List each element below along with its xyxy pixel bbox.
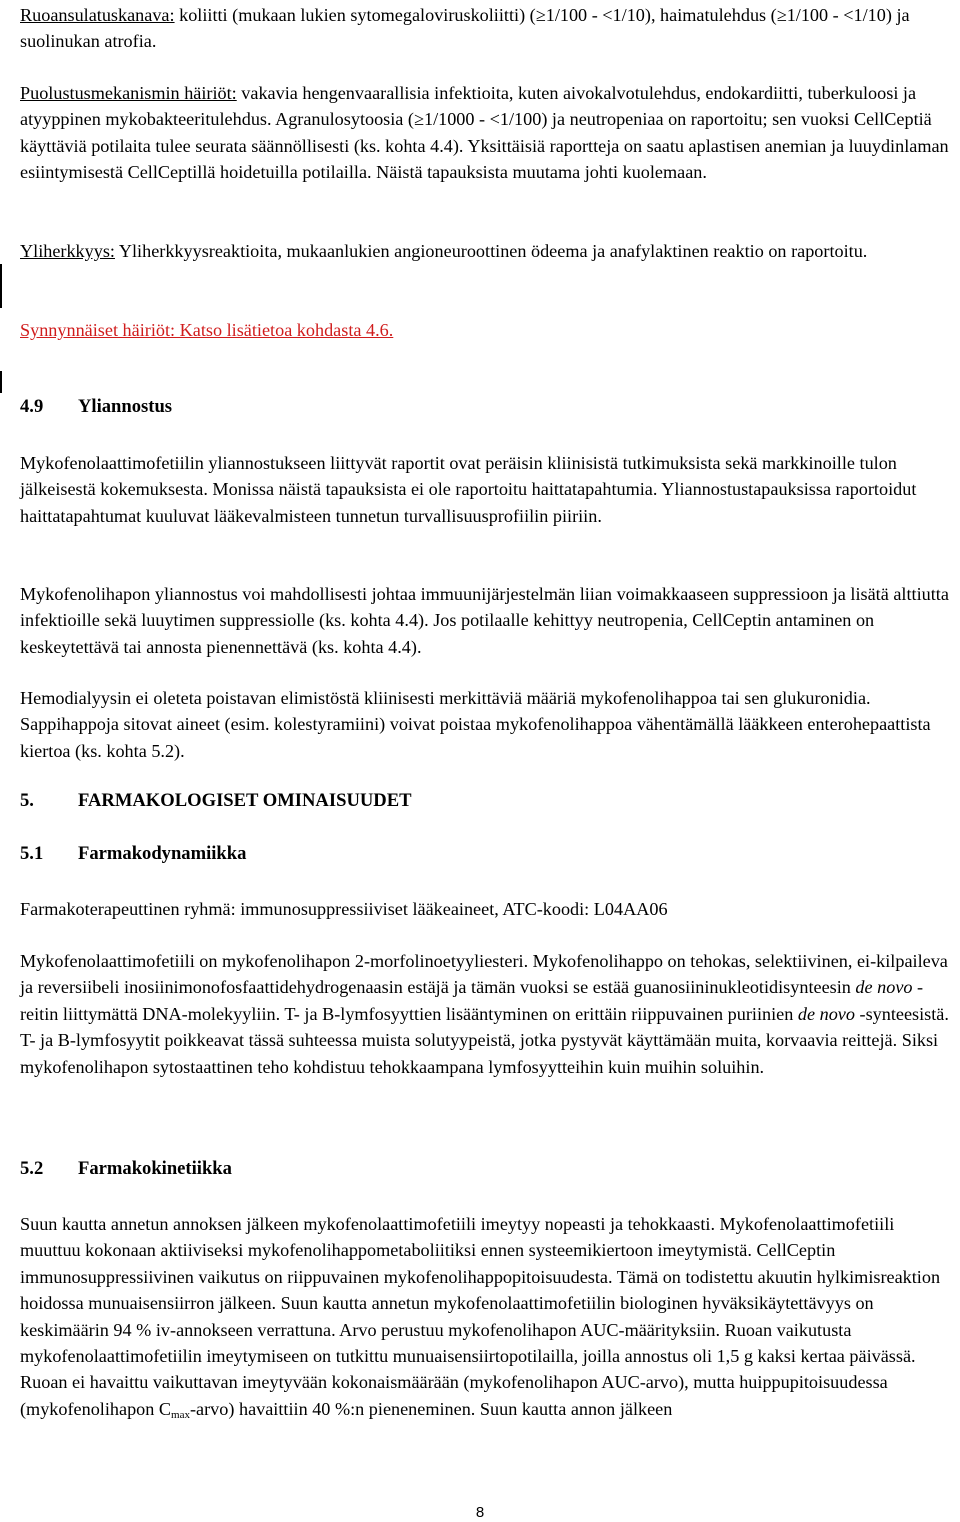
italic-term: de novo xyxy=(855,977,913,998)
section-heading-5-1 xyxy=(20,843,246,865)
section-title: Farmakokinetiikka xyxy=(78,1158,232,1179)
section-title: FARMAKOLOGISET OMINAISUUDET xyxy=(78,790,412,811)
change-bar xyxy=(0,264,2,308)
section-title: Yliannostus xyxy=(78,396,173,417)
section-heading-5-2 xyxy=(20,1158,232,1180)
section-heading-5 xyxy=(20,790,412,812)
paragraph-text: -reitin liittymättä DNA-molekyyliin. T- ja B-lymfosyyttien lisääntyminen on erittäin riippuvainen puriinien xyxy=(20,977,924,1024)
section-number: 5.1 xyxy=(20,843,44,864)
paragraph-atc-code: Farmakoterapeuttinen ryhmä: immunosuppressiiviset lääkeaineet, ATC-koodi: L04AA06 xyxy=(20,899,668,919)
italic-term: de novo xyxy=(797,1003,855,1024)
paragraph-pharmacodynamics xyxy=(20,948,958,1080)
section-title: Farmakodynamiikka xyxy=(78,843,247,864)
term-label: Ruoansulatuskanava: xyxy=(20,5,175,25)
paragraph-overdose-reports: Mykofenolaattimofetiilin yliannostukseen liittyvät raportit ovat peräisin kliinisistä tutkimuksista sekä markkinoille tulon jälkeisestä kokemuksesta. Monissa näistä tapauksista ei ole raportoitu haittatapahtumia. Yliannostustapauksissa raportoidut haittatapahtumat kuuluvat lääkevalmisteen tunnetun turvallisuusprofiilin piiriin. xyxy=(20,453,917,526)
paragraph-infections xyxy=(20,80,958,186)
paragraph-text: Suun kautta annetun annoksen jälkeen mykofenolaattimofetiili imeytyy nopeasti ja tehokkaasti. Mykofenolaattimofetiili muuttuu kokonaan aktiiviseksi mykofenolihappometaboliitiksi ennen systeemikiertoon imeytymistä. CellCeptin immunosuppressiivinen vaikutus on riippuvainen mykofenolihappopitoisuudesta. Tämä on todistettu akuutin hylkimisreaktion hoidossa munuaisensiirron jälkeen. Suun kautta annetun mykofenolaattimofetiilin biologinen hyväksikäytettävyys on keskimäärin 94 % iv-annokseen verrattuna. Arvo perustuu mykofenolihapon AUC-määrityksiin. Ruoan vaikutusta mykofenolaattimofetiilin imeytymiseen on tutkittu munuaisensiirtopotilailla, joilla annostus oli 1,5 g kaksi kertaa päivässä. Ruoan ei havaittu vaikuttavan imeytyvään kokonaismäärään (mykofenolihapon AUC-arvo), mutta huippupitoisuudessa (mykofenolihapon C xyxy=(20,1214,941,1419)
paragraph-text: Yliherkkyysreaktioita, mukaanlukien angioneuroottinen ödeema ja anafylaktinen reaktio on raportoitu. xyxy=(114,241,868,261)
paragraph-hypersensitivity xyxy=(20,238,958,264)
paragraph-pharmacokinetics xyxy=(20,1211,958,1422)
change-bar xyxy=(0,371,2,393)
page-number: 8 xyxy=(475,1504,485,1521)
paragraph-text: -arvo) havaittiin 40 %:n pieneneminen. Suun kautta annon jälkeen xyxy=(190,1398,673,1419)
section-number: 5. xyxy=(20,790,34,811)
paragraph-hemodialysis: Hemodialyysin ei oleteta poistavan elimistöstä kliinisesti merkittäviä määriä mykofenolihappoa tai sen glukuronidia. Sappihappoja sitovat aineet (esim. kolestyramiini) voivat poistaa mykofenolihappoa vähentämällä lääkkeen enterohepaattista kiertoa (ks. kohta 5.2). xyxy=(20,688,931,761)
paragraph-text: koliitti (mukaan lukien sytomegaloviruskoliitti) (≥1/100 - <1/10), haimatulehdus (≥1/100 - <1/10) ja suolinukan atrofia. xyxy=(20,5,910,52)
section-number: 4.9 xyxy=(20,396,44,417)
section-number: 5.2 xyxy=(20,1158,44,1179)
paragraph-text: vakavia hengenvaarallisia infektioita, kuten aivokalvotulehdus, endokardiitti, tuberkuloosi ja atyyppinen mykobakteeritulehdus. Agranulosytoosia (≥1/1000 - <1/100) ja neutropeniaa on raportoitu; sen vuoksi CellCeptiä käyttäviä potilaita tulee seurata säännöllisesti (ks. kohta 4.4). Yksittäisiä raportteja on saatu aplastisen anemian ja luuydinlaman esiintymisestä CellCeptillä hoidetuilla potilailla. Näistä tapauksista muutama johti kuolemaan. xyxy=(20,83,949,183)
paragraph-text: Mykofenolaattimofetiili on mykofenolihapon 2-morfolinoetyyliesteri. Mykofenolihappo on tehokas, selektiivinen, ei-kilpaileva ja reversiibeli inosiinimonofosfaattidehydrogenaasin estäjä ja tämän vuoksi se estää guanosiininukleotidisynteesin xyxy=(20,951,948,998)
subscript: max xyxy=(171,1408,190,1421)
paragraph-gastrointestinal xyxy=(20,2,958,55)
paragraph-congenital: Synnynnäiset häiriöt: Katso lisätietoa kohdasta 4.6. xyxy=(20,320,394,340)
paragraph-text: -synteesistä. T- ja B-lymfosyytit poikkeavat tässä suhteessa muista solutyypeistä, jotka pystyvät käyttämään muita, korvaavia reittejä. Siksi mykofenolihapon sytostaattinen teho kohdistuu tehokkaampana lymfosyytteihin kuin muihin soluihin. xyxy=(20,1003,949,1077)
section-heading-4-9 xyxy=(20,396,172,418)
term-label: Puolustusmekanismin häiriöt: xyxy=(20,83,237,103)
term-label: Yliherkkyys: xyxy=(20,241,115,261)
paragraph-overdose-effects: Mykofenolihapon yliannostus voi mahdollisesti johtaa immuunijärjestelmän liian voimakkaaseen suppressioon ja lisätä alttiutta infektioille sekä luuytimen suppressiolle (ks. kohta 4.4). Jos potilaalle kehittyy neutropenia, CellCeptin antaminen on keskeytettävä tai annosta pienennettävä (ks. kohta 4.4). xyxy=(20,584,949,657)
